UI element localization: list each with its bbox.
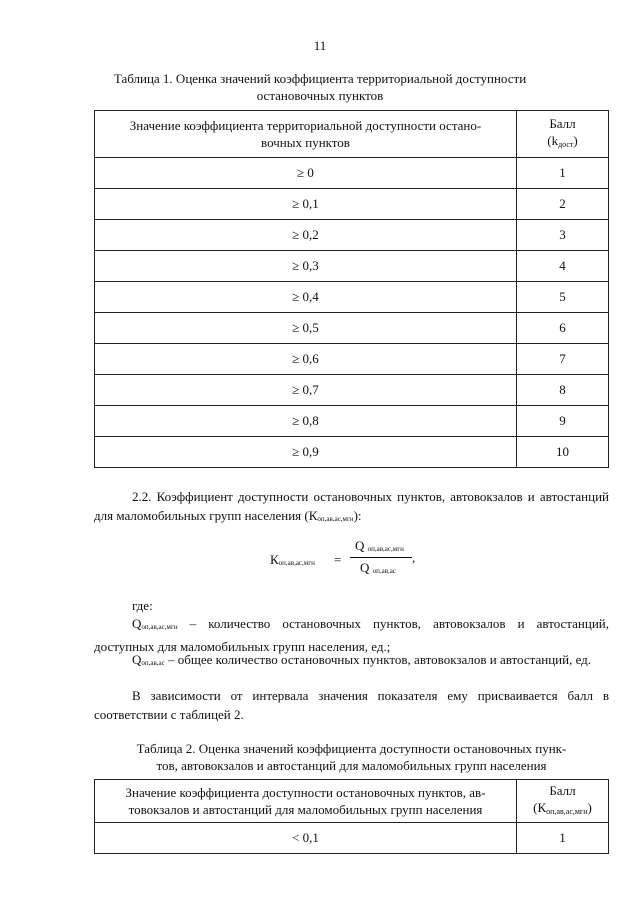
definition-1-text: – количество остановочных пунктов, автовокзалов и автостанций, доступных для маломобильных групп населения, ед.; (94, 616, 609, 654)
table2-header-score-k: (К (533, 800, 547, 815)
table2-cell-value: < 0,1 (95, 823, 517, 854)
table1-cell-value: ≥ 0,3 (95, 251, 517, 282)
table2-header-score-sub: оп,ав,ас,мгн (546, 807, 588, 816)
formula-numerator (355, 538, 404, 554)
table1-cell-value: ≥ 0 (95, 158, 517, 189)
table2-header-value-line2: товокзалов и автостанций для маломобильных групп населения (128, 802, 483, 817)
definition-2 (94, 650, 609, 673)
definition-2-sub: оп,ав,ас (141, 659, 165, 667)
table1-caption-line2: остановочных пунктов (256, 88, 384, 103)
table2-header-value-line1: Значение коэффициента доступности остановочных пунктов, ав- (125, 785, 486, 800)
table-row (95, 406, 609, 437)
table-row (95, 189, 609, 220)
formula-den-symbol: Q (360, 560, 370, 575)
page-number: 11 (313, 38, 327, 53)
formula-denominator (360, 560, 396, 576)
paragraph-assignment: В зависимости от интервала значения показателя ему присваивается балл в соответствии с таблицей 2. (94, 688, 609, 722)
formula-lhs-sub: оп,ав,ас,мгн (278, 559, 315, 567)
table1-header-score-line1: Балл (549, 116, 576, 131)
definition-1-sub: оп,ав,ас,мгн (141, 623, 178, 631)
table1-cell-score: 9 (517, 406, 609, 437)
table1-cell-score: 4 (517, 251, 609, 282)
where-label: где: (132, 598, 153, 613)
table1-cell-value: ≥ 0,5 (95, 313, 517, 344)
table1-cell-value: ≥ 0,4 (95, 282, 517, 313)
table-row (95, 344, 609, 375)
table1-cell-value: ≥ 0,6 (95, 344, 517, 375)
definition-1-symbol: Q (132, 616, 142, 631)
formula-lhs (270, 552, 315, 568)
table1-caption-line1: Таблица 1. Оценка значений коэффициента территориальной доступности (113, 71, 527, 86)
table1-header-score-close: ) (573, 133, 578, 148)
table-row (95, 282, 609, 313)
table1-cell-score: 5 (517, 282, 609, 313)
table1-header-value-line1: Значение коэффициента территориальной доступности остано- (129, 118, 482, 133)
table2-caption-line1: Таблица 2. Оценка значений коэффициента доступности остановочных пунк- (136, 741, 567, 756)
table1 (94, 110, 609, 468)
table2-caption (94, 740, 609, 774)
table2 (94, 779, 609, 854)
table2-header-score-line1: Балл (549, 783, 576, 798)
table1-cell-score: 8 (517, 375, 609, 406)
table1-cell-score: 1 (517, 158, 609, 189)
table-row (95, 220, 609, 251)
formula-lhs-symbol: К (270, 552, 279, 567)
table1-cell-score: 10 (517, 437, 609, 468)
table-row (95, 823, 609, 854)
table-row (95, 437, 609, 468)
table1-cell-value: ≥ 0,8 (95, 406, 517, 437)
table-row (95, 251, 609, 282)
table1-caption (90, 70, 550, 104)
formula-num-sub: оп,ав,ас,мгн (367, 545, 404, 553)
table1-header-row (95, 111, 609, 158)
paragraph-2-2 (94, 487, 609, 529)
paragraph-2-2-end: ): (353, 508, 362, 523)
definition-2-text: – общее количество остановочных пунктов, автовокзалов и автостанций, ед. (164, 652, 592, 667)
table1-cell-score: 3 (517, 220, 609, 251)
table2-header-value (95, 780, 517, 823)
table1-header-score-sub: дост (558, 140, 574, 149)
table1-cell-value: ≥ 0,2 (95, 220, 517, 251)
paragraph-2-2-text: 2.2. Коэффициент доступности остановочных пунктов, автовокзалов и автостанций для маломобильных групп населения (К (94, 489, 609, 523)
table2-caption-line2: тов, автовокзалов и автостанций для маломобильных групп населения (156, 758, 547, 773)
table-row (95, 158, 609, 189)
table1-cell-value: ≥ 0,1 (95, 189, 517, 220)
table1-cell-value: ≥ 0,7 (95, 375, 517, 406)
table1-cell-score: 7 (517, 344, 609, 375)
formula-num-symbol: Q (355, 538, 365, 553)
table-row (95, 313, 609, 344)
formula-den-sub: оп,ав,ас (372, 567, 397, 575)
table1-cell-score: 6 (517, 313, 609, 344)
definition-2-symbol: Q (132, 652, 142, 667)
paragraph-2-2-sub: оп,ав,ас,мгн (317, 515, 354, 523)
formula-equals: = (334, 552, 342, 567)
table2-header-score-close: ) (587, 800, 592, 815)
table2-header-row (95, 780, 609, 823)
table-row (95, 375, 609, 406)
table1-header-score-k: (k (547, 133, 559, 148)
table1-header-score (517, 111, 609, 158)
table1-cell-score: 2 (517, 189, 609, 220)
table1-header-value-line2: вочных пунктов (261, 135, 350, 150)
formula-comma: , (412, 550, 416, 565)
fraction-bar (350, 557, 412, 558)
table2-header-score (517, 780, 609, 823)
table1-header-value (95, 111, 517, 158)
table1-cell-value: ≥ 0,9 (95, 437, 517, 468)
table2-cell-score: 1 (517, 823, 609, 854)
